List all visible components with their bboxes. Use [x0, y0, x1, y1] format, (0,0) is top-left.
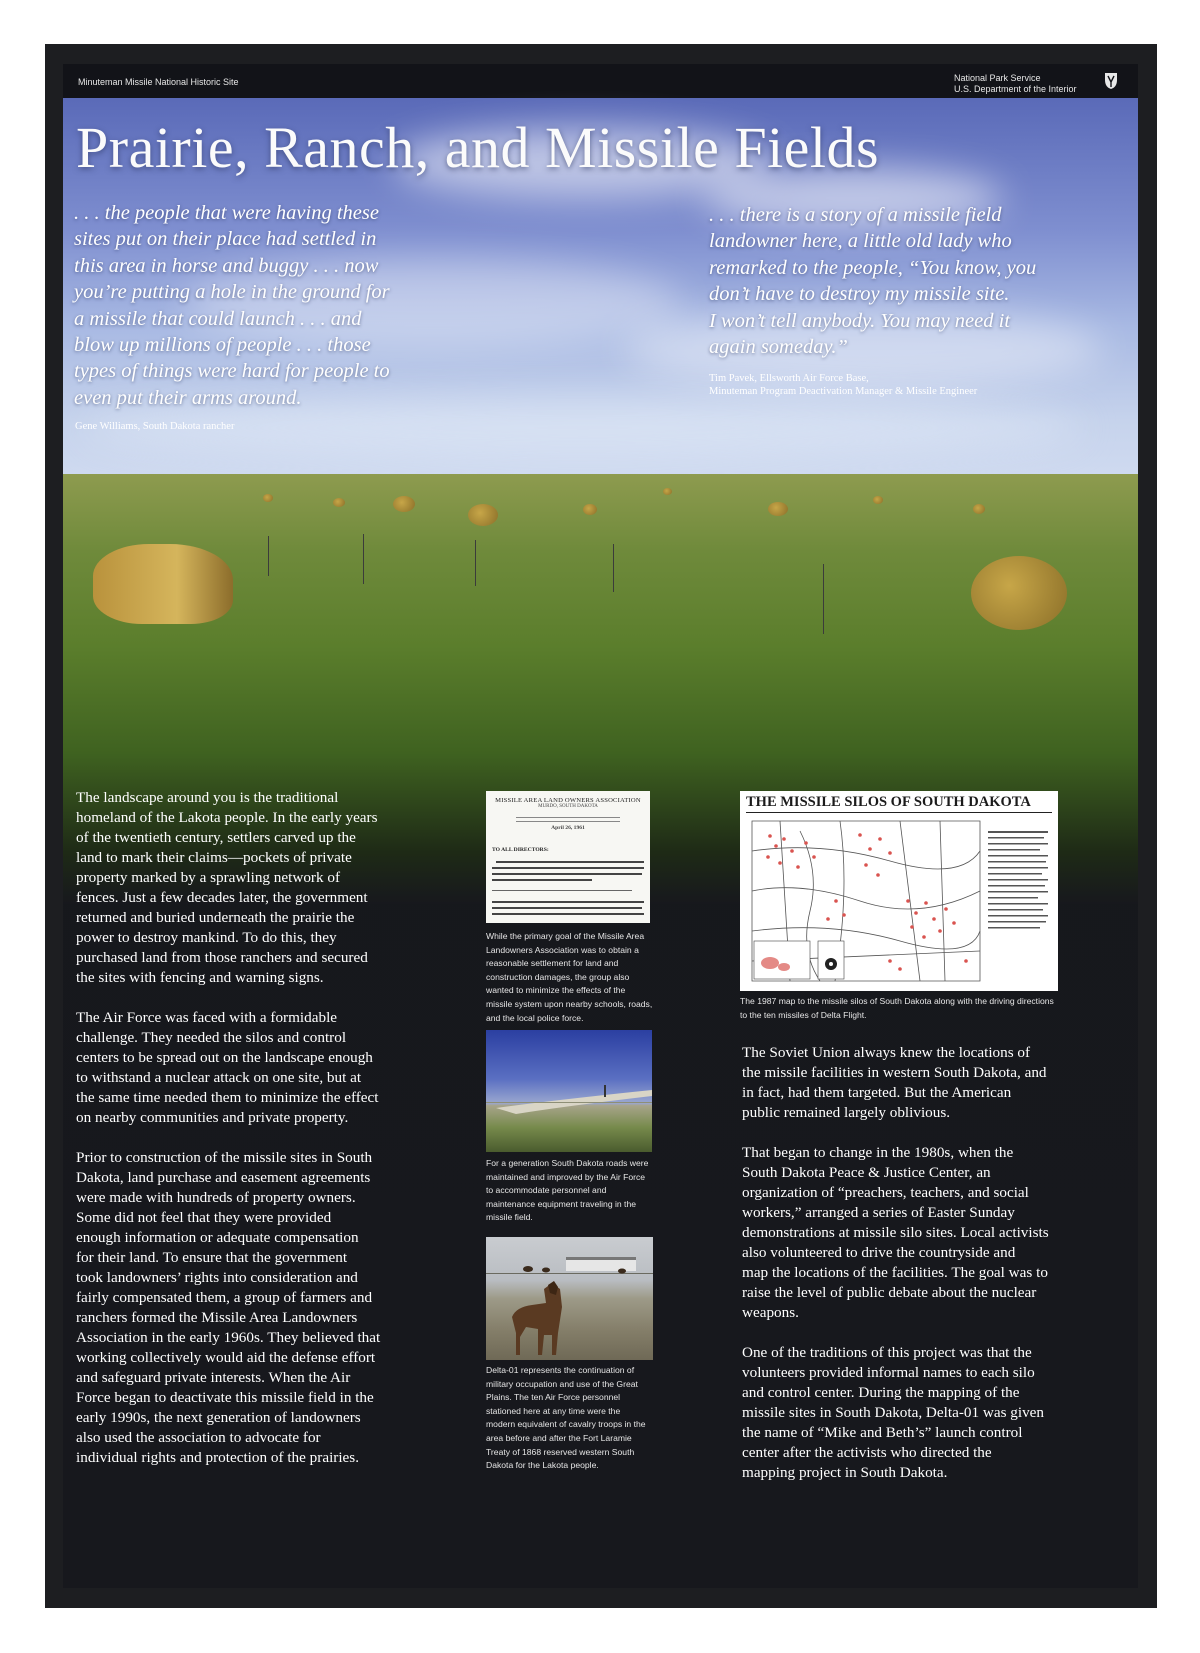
- quote-line: this area in horse and buggy . . . now: [74, 254, 379, 277]
- agency-name: National Park Service: [954, 73, 1041, 83]
- paragraph: The Soviet Union always knew the locations of the missile facilities in western South Dakota, and in fact, had them targeted. But the American public remained largely oblivious.: [742, 1044, 1047, 1121]
- hay-bale: [468, 504, 498, 526]
- quote-line: sites put on their place had settled in: [74, 228, 377, 251]
- quote-right-attribution: Tim Pavek, Ellsworth Air Force Base, Minuteman Program Deactivation Manager & Missile Engineer: [709, 373, 978, 397]
- quote-line: I won’t tell anybody. You may need it: [709, 309, 1011, 332]
- quote-line: even put their arms around.: [74, 386, 302, 409]
- hay-bale: [583, 504, 597, 515]
- page-title: Prairie, Ranch, and Missile Fields: [76, 115, 880, 180]
- paragraph: Prior to construction of the missile sites in South Dakota, land purchase and easement agreements were made with hundreds of property owners. Some did not feel that they were provided enough information or adequate compensation for their land. To ensure that the government took landowners’ rights into consideration and fairly compensated them, a group of farmers and ranchers formed the Missile Area Landowners Association in the early 1960s. They believed that working collectively would aid the defense effort and safeguard private interests. When the Air Force began to deactivate this missile field in the early 1990s, the next generation of landowners also used the association to advocate for individual rights and protection of the prairies.: [76, 1149, 381, 1466]
- hay-bale: [663, 488, 672, 495]
- left-column-text: [76, 788, 380, 1488]
- hay-bale: [393, 496, 415, 512]
- horse-caption: Delta-01 represents the continuation of military occupation and use of the Great Plains. The ten Air Force personnel stationed here at any time were the modern equivalent of cavalry troops in the area before and after the Fort Laramie Treaty of 1868 reserved western South Dakota for the Lakota people.: [486, 1365, 646, 1471]
- agency-block: [954, 73, 1077, 95]
- quote-line: blow up millions of people . . . those: [74, 334, 371, 357]
- paragraph: One of the traditions of this project was that the volunteers provided informal names to each silo and control center. During the mapping of the missile sites in South Dakota, Delta-01 was given the name of “Mike and Beth’s” launch control center after the activists who directed the mapping project in South Dakota.: [742, 1344, 1045, 1481]
- horse-photo: [486, 1237, 653, 1360]
- quote-line: don’t have to destroy my missile site.: [709, 283, 1010, 306]
- quote-line: again someday.”: [709, 336, 848, 359]
- quote-right: [709, 202, 1036, 360]
- road-photo: [486, 1030, 652, 1152]
- site-name: Minuteman Missile National Historic Site: [78, 77, 239, 87]
- nps-arrowhead-icon: [1104, 72, 1118, 90]
- right-column-text: [742, 1043, 1049, 1503]
- quote-left: [74, 200, 390, 411]
- hay-bale: [971, 556, 1067, 630]
- paragraph: The landscape around you is the traditional homeland of the Lakota people. In the early years of the twentieth century, settlers carved up the land to mark their claims—pockets of private property marked by a sprawling network of fences. Just a few decades later, the government returned and buried underneath the prairie the power to destroy mankind. To do this, they purchased land from those ranchers and secured the sites with fencing and warning signs.: [76, 789, 378, 986]
- map-graphic: [740, 791, 1058, 991]
- quote-line: . . . there is a story of a missile field: [709, 204, 1002, 226]
- association-letter-image: [486, 791, 650, 923]
- missile-silo-map: [740, 791, 1058, 991]
- quote-line: landowner here, a little old lady who: [709, 230, 1012, 253]
- quote-left-attribution: Gene Williams, South Dakota rancher: [75, 421, 235, 432]
- map-caption: The 1987 map to the missile silos of South Dakota along with the driving directions to the ten missiles of Delta Flight.: [740, 996, 1054, 1020]
- quote-line: . . . the people that were having these: [74, 202, 379, 224]
- department-name: U.S. Department of the Interior: [954, 84, 1077, 94]
- paragraph: The Air Force was faced with a formidable challenge. They needed the silos and control centers to be spread out on the landscape enough to withstand a nuclear attack on one site, but at the same time needed them to minimize the effect on nearby communities and private property.: [76, 1009, 379, 1126]
- map-title: THE MISSILE SILOS OF SOUTH DAKOTA: [746, 794, 1031, 810]
- hay-bale: [333, 498, 345, 507]
- paragraph: That began to change in the 1980s, when the South Dakota Peace & Justice Center, an organization of “preachers, teachers, and social workers,” arranged a series of Easter Sunday demonstrations at missile silo sites. Local activists also volunteered to drive the countryside and map the locations of the facilities. The goal was to raise the level of public debate about the nuclear weapons.: [742, 1144, 1049, 1321]
- road-caption: For a generation South Dakota roads were maintained and improved by the Air Force to accommodate personnel and maintenance equipment traveling in the missile field.: [486, 1158, 649, 1223]
- hay-bale: [768, 502, 788, 516]
- quote-line: remarked to the people, “You know, you: [709, 256, 1037, 279]
- letter-salutation: TO ALL DIRECTORS:: [492, 847, 549, 853]
- letter-subheading: MURDO, SOUTH DAKOTA: [538, 804, 598, 809]
- hay-bale: [93, 544, 233, 624]
- quote-line: you’re putting a hole in the ground for: [74, 281, 390, 304]
- exhibit-panel: [63, 64, 1138, 1588]
- letter-caption: While the primary goal of the Missile Area Landowners Association was to obtain a reasonable settlement for land and construction damages, the group also wanted to minimize the effects of the missile system upon nearby schools, roads, and the local police force.: [486, 931, 653, 1023]
- letter-heading: MISSILE AREA LAND OWNERS ASSOCIATION: [495, 797, 641, 804]
- hay-bale: [873, 496, 883, 504]
- hay-bale: [973, 504, 985, 514]
- letter-date: April 26, 1961: [551, 825, 585, 831]
- hay-bale: [263, 494, 273, 502]
- header-bar: [63, 64, 1138, 98]
- quote-line: a missile that could launch . . . and: [74, 307, 362, 330]
- quote-line: types of things were hard for people to: [74, 360, 390, 383]
